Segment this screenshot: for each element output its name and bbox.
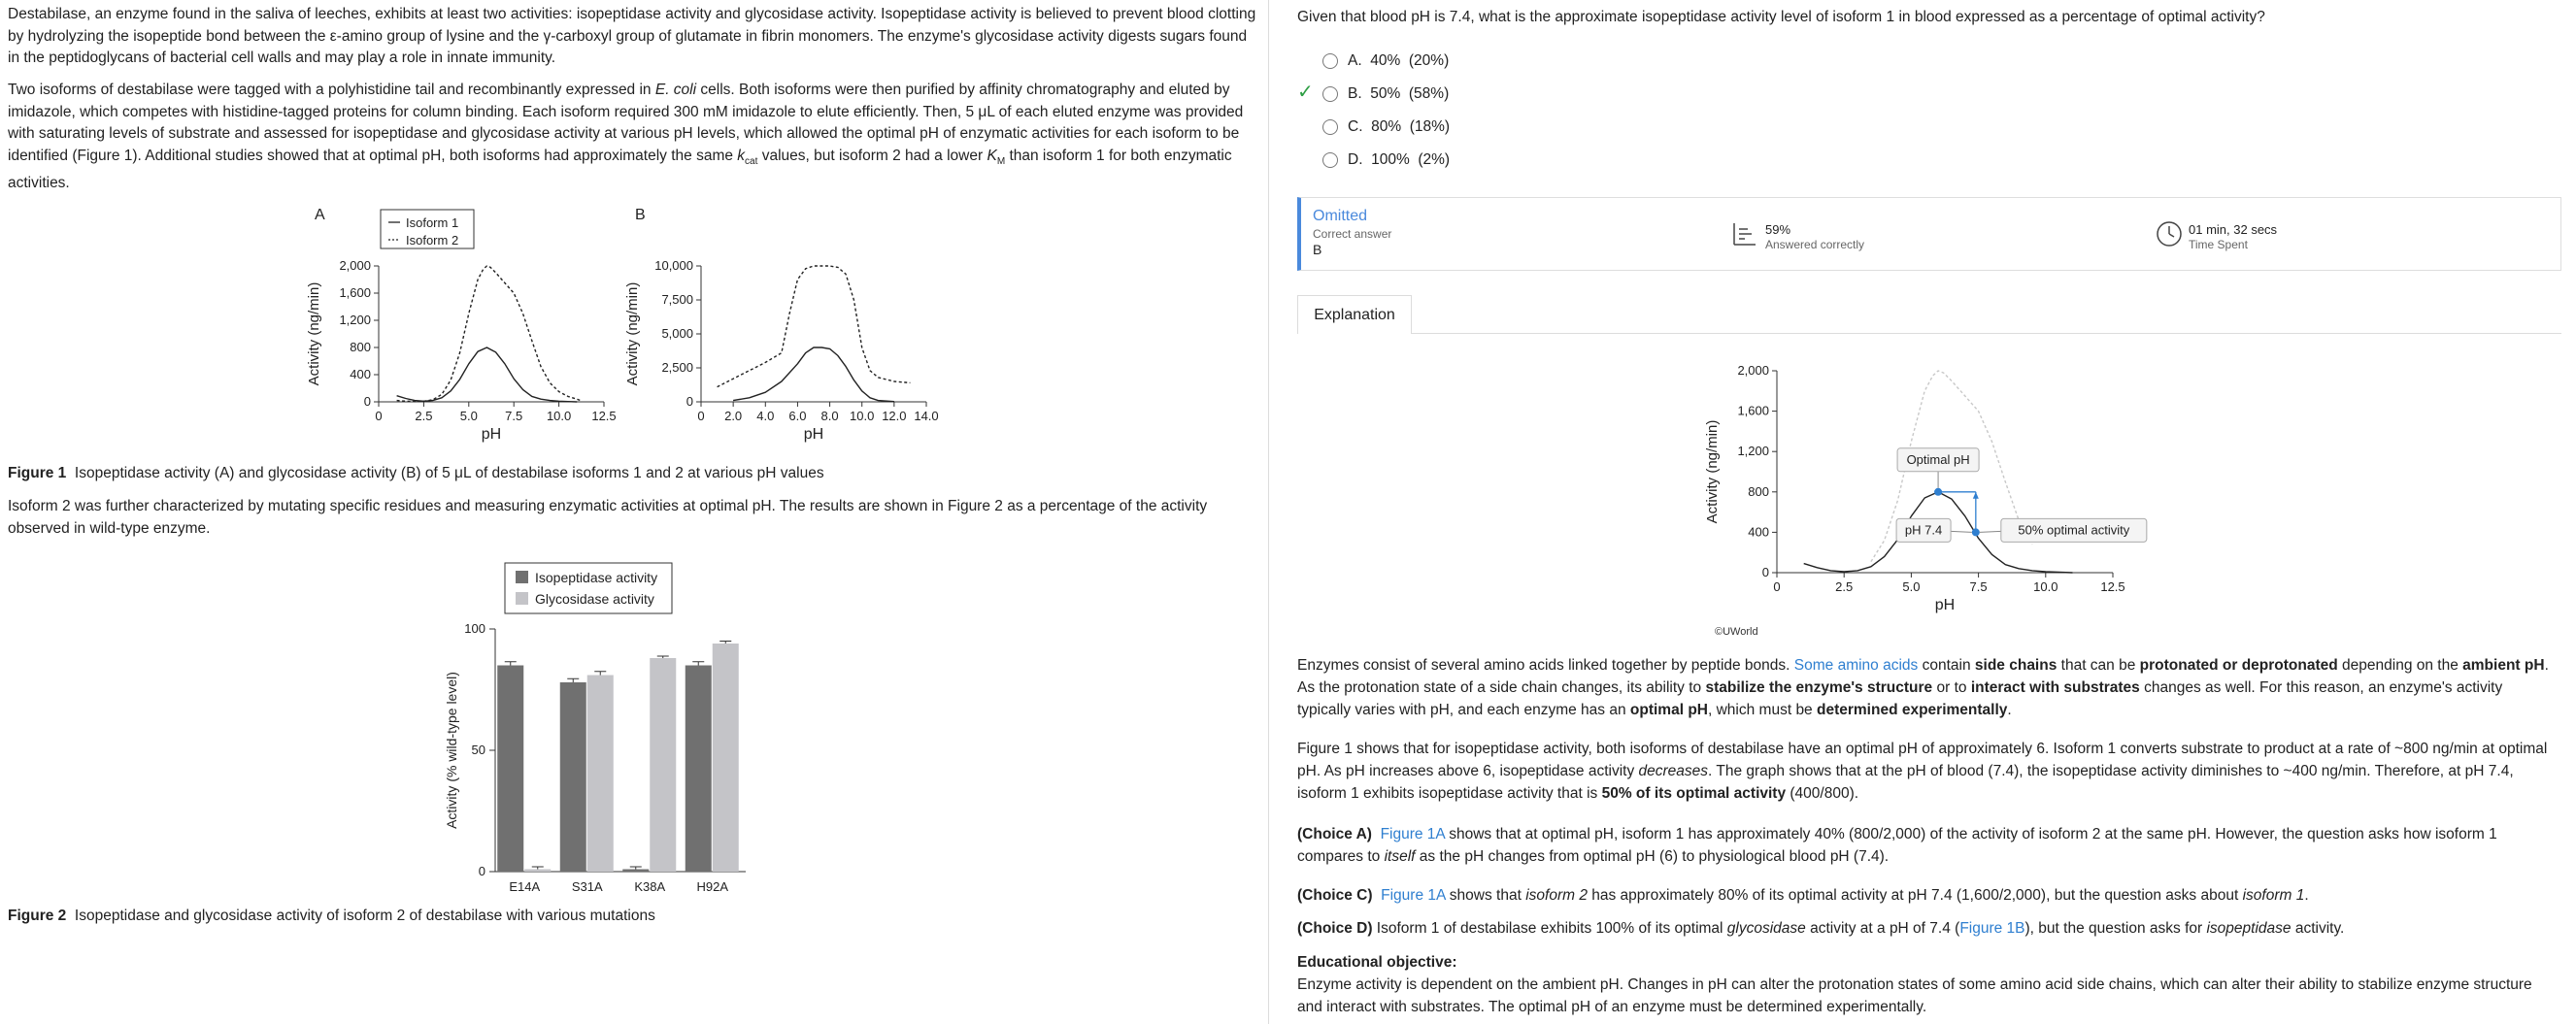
- y-tick-label: 2,500: [661, 360, 693, 375]
- arrow-up-icon: [1973, 492, 1979, 499]
- time-value: 01 min, 32 secs: [2189, 222, 2278, 237]
- x-tick-label: 6.0: [788, 409, 807, 423]
- answer-choice-a[interactable]: [1322, 50, 1449, 73]
- annotation-leader: [1980, 531, 2001, 532]
- x-tick-label: 10.0: [546, 409, 572, 423]
- figure-1a-chart: [291, 202, 621, 454]
- passage-paragraph-1: Destabilase, an enzyme found in the saliva of leeches, exhibits at least two activities: isopeptidase activity and glycosidase activity. Isopeptidase activity is believed to prevent blood clotting by hydrolyzing the isopeptide bond between the ε-amino group of lysine and the γ-carboxyl group of glutamate in fibrin monomers. The enzyme's glycosidase activity digests sugars found in the peptidoglycans of bacterial cell walls and may play a role in innate immunity.: [8, 6, 1256, 66]
- x-axis-label: pH: [481, 426, 502, 443]
- x-tick-label: 12.5: [2100, 579, 2125, 594]
- x-tick-label: 2.5: [1835, 579, 1854, 594]
- panel-label-a: A: [315, 207, 325, 223]
- x-tick-label: E14A: [509, 879, 541, 894]
- question-pane: [1282, 0, 2568, 1024]
- correct-answer-label: Correct answer: [1313, 227, 1392, 241]
- educational-objective-title: Educational objective:: [1297, 954, 1457, 971]
- explanation-paragraph-1: Enzymes consist of several amino acids linked together by peptide bonds. Some amino acids contain side chains that can be protonated or deprotonated depending on the ambient pH. As the protonation state of a side chain changes, its ability to stabilize the enzyme's structure or to interact with substrates changes as well. For this reason, an enzyme's activity typically varies with pH, and each enzyme has an optimal pH, which must be determined experimentally.: [1297, 657, 2549, 718]
- radio-button-d[interactable]: [1322, 152, 1338, 168]
- y-tick-label: 0: [363, 394, 371, 409]
- radio-button-a[interactable]: [1322, 53, 1338, 69]
- bar-h92a-0: [686, 666, 712, 873]
- figure-1b-link[interactable]: Figure 1B: [1959, 920, 2025, 937]
- y-tick-label: 0: [1761, 565, 1769, 579]
- y-tick-label: 800: [1748, 483, 1769, 499]
- explanation-choice-d: (Choice D) Isoform 1 of destabilase exhibits 100% of its optimal glycosidase activity at a pH of 7.4 (Figure 1B), but the question asks for isopeptidase activity.: [1297, 920, 2345, 937]
- passage-paragraph-2: Two isoforms of destabilase were tagged with a polyhistidine tail and recombinantly expressed in E. coli cells. Both isoforms were then purified by affinity chromatography and eluted by imidazole, which competes with histidine-tagged proteins for column binding. Each isoform required 300 mM imidazole to elute efficiently. Then, 5 μL of each eluted enzyme was provided with saturating levels of substrate and assessed for isopeptidase and glycosidase activity at various pH levels, which allowed the optimal pH of enzymatic activities for each isoform to be identified (Figure 1). Additional studies showed that at optimal pH, both isoforms had approximately the same $k_{cat}$ values, but isoform 2 had a lower $K_M$ than isoform 1 for both enzymatic activities.: [8, 82, 1244, 192]
- y-axis-label: Activity (ng/min): [624, 281, 641, 386]
- tab-underline: [1412, 333, 2561, 334]
- x-tick-label: 5.0: [459, 409, 478, 423]
- y-tick-label: 800: [350, 340, 371, 354]
- explanation-choice-a: (Choice A) Figure 1A shows that at optimal pH, isoform 1 has approximately 40% (800/2,000) of the activity of isoform 2 at the same pH. However, the question asks how isoform 1 compares to itself as the pH changes from optimal pH (6) to physiological blood pH (7.4).: [1297, 826, 2497, 865]
- ph-7-4-point-marker: [1972, 528, 1980, 536]
- x-tick-label: S31A: [571, 879, 603, 894]
- panel-label-b: B: [635, 207, 646, 223]
- annotation-leader: [1951, 531, 1972, 532]
- x-tick-label: 7.5: [505, 409, 523, 423]
- x-tick-label: 5.0: [1902, 579, 1921, 594]
- bar-e14a-1: [524, 870, 551, 873]
- y-tick-label: 1,200: [339, 313, 371, 327]
- bar-chart-icon: [1731, 220, 1756, 248]
- bar-e14a-0: [497, 666, 523, 873]
- legend-label-isoform-2: Isoform 2: [406, 233, 459, 248]
- annotation-label: pH 7.4: [1904, 522, 1943, 538]
- series-line-isoform-2: [397, 266, 581, 402]
- x-tick-label: 10.0: [2033, 579, 2058, 594]
- answer-choice-label: D. 100% (2%): [1348, 151, 1451, 168]
- educational-objective-text: Enzyme activity is dependent on the ambient pH. Changes in pH can alter the protonation states of some amino acid side chains, which can alter their ability to stabilize enzyme structure and interact with substrates. The optimal pH of an enzyme must be determined experimentally.: [1297, 976, 2532, 1015]
- passage-pane: [0, 0, 1267, 1024]
- y-tick-label: 400: [1748, 524, 1769, 540]
- y-tick-label: 0: [686, 394, 693, 409]
- answer-stats-bar: [1297, 197, 2561, 271]
- x-axis-label: pH: [1934, 597, 1956, 613]
- y-tick-label: 2,000: [1737, 363, 1769, 378]
- y-tick-label: 10,000: [654, 258, 693, 273]
- x-tick-label: 0: [1773, 579, 1781, 594]
- x-tick-label: 14.0: [914, 409, 939, 423]
- legend-swatch-0: [516, 571, 528, 583]
- question-stem: Given that blood pH is 7.4, what is the approximate isopeptidase activity level of isoform 1 in blood expressed as a percentage of optimal activity?: [1297, 9, 2265, 25]
- answer-choice-label: B. 50% (58%): [1348, 85, 1450, 102]
- y-tick-label: 5,000: [661, 326, 693, 341]
- radio-button-c[interactable]: [1322, 119, 1338, 135]
- legend-swatch-1: [516, 592, 528, 605]
- series-line-isoform-2: [718, 266, 911, 387]
- y-axis-label: Activity (ng/min): [306, 281, 322, 386]
- passage-paragraph-3: Isoform 2 was further characterized by mutating specific residues and measuring enzymatic activities at optimal pH. The results are shown in Figure 2 as a percentage of the activity observed in wild-type enzyme.: [8, 498, 1208, 537]
- legend-label-isoform-1: Isoform 1: [406, 215, 459, 230]
- tab-explanation[interactable]: Explanation: [1297, 295, 1412, 334]
- clock-icon: [2156, 220, 2183, 248]
- bar-s31a-1: [587, 676, 614, 873]
- explanation-choice-c: (Choice C) Figure 1A shows that isoform 2 has approximately 80% of its optimal activity at pH 7.4 (1,600/2,000), but the question asks about isoform 1.: [1297, 887, 2309, 904]
- x-tick-label: 10.0: [850, 409, 875, 423]
- series-line-isoform-1: [397, 347, 578, 402]
- x-tick-label: 7.5: [1969, 579, 1988, 594]
- x-tick-label: 8.0: [820, 409, 839, 423]
- radio-button-b[interactable]: [1322, 86, 1338, 102]
- time-label: Time Spent: [2189, 238, 2248, 251]
- y-tick-label: 0: [478, 864, 485, 878]
- figure-1a-link[interactable]: Figure 1A: [1380, 826, 1445, 842]
- bar-h92a-1: [713, 644, 739, 872]
- y-tick-label: 50: [471, 743, 485, 757]
- x-tick-label: K38A: [634, 879, 666, 894]
- correct-answer-value: B: [1313, 242, 1322, 257]
- bar-k38a-1: [650, 658, 676, 872]
- optimal-point-marker: [1934, 488, 1942, 496]
- copyright-text: ©UWorld: [1715, 626, 1758, 638]
- y-tick-label: 2,000: [339, 258, 371, 273]
- y-tick-label: 400: [350, 367, 371, 381]
- annotation-label: Optimal pH: [1906, 451, 1970, 467]
- answer-choice-d[interactable]: [1322, 149, 1450, 172]
- y-tick-label: 1,600: [1737, 403, 1769, 418]
- some-amino-acids-link[interactable]: Some amino acids: [1793, 657, 1919, 674]
- x-tick-label: 12.5: [591, 409, 617, 423]
- figure-2-legend: [505, 563, 672, 613]
- correct-check-icon: ✓: [1297, 82, 1314, 103]
- annotation-label: 50% optimal activity: [2018, 522, 2130, 538]
- x-tick-label: 0: [375, 409, 383, 423]
- series-line-isoform-1: [733, 347, 894, 402]
- answer-choice-c[interactable]: [1322, 116, 1450, 139]
- figure-2-caption: Figure 2 Isopeptidase and glycosidase activity of isoform 2 of destabilase with various mutations: [8, 908, 655, 924]
- figure-2-chart: [427, 553, 835, 898]
- y-tick-label: 7,500: [661, 292, 693, 307]
- x-tick-label: H92A: [696, 879, 729, 894]
- figure-1-caption: Figure 1 Isopeptidase activity (A) and glycosidase activity (B) of 5 μL of destabilase isoforms 1 and 2 at various pH values: [8, 465, 824, 481]
- y-tick-label: 100: [464, 621, 485, 636]
- y-axis-label: Activity (ng/min): [1704, 419, 1721, 524]
- x-tick-label: 0: [697, 409, 705, 423]
- bar-s31a-0: [560, 682, 586, 872]
- y-tick-label: 1,600: [339, 285, 371, 300]
- x-tick-label: 12.0: [882, 409, 907, 423]
- bar-k38a-0: [622, 870, 649, 873]
- answer-choice-b[interactable]: [1322, 83, 1449, 106]
- x-axis-label: pH: [803, 426, 824, 443]
- percent-value: 59%: [1765, 222, 1791, 237]
- figure-1a-link[interactable]: Figure 1A: [1381, 887, 1446, 904]
- figure-1-legend: [381, 210, 474, 248]
- legend-label-glycosidase-activity: Glycosidase activity: [535, 591, 654, 607]
- percent-label: Answered correctly: [1765, 238, 1865, 251]
- figure-1b-chart: [612, 202, 942, 454]
- explanation-chart: [1699, 349, 2185, 626]
- y-axis-label: Activity (% wild-type level): [444, 672, 459, 829]
- legend-label-isopeptidase-activity: Isopeptidase activity: [535, 570, 658, 585]
- answer-status: [1313, 198, 1391, 270]
- x-tick-label: 4.0: [756, 409, 775, 423]
- answer-choice-label: C. 80% (18%): [1348, 118, 1451, 135]
- omitted-status: Omitted: [1313, 208, 1368, 224]
- explanation-paragraph-2: Figure 1 shows that for isopeptidase activity, both isoforms of destabilase have an optimal pH of approximately 6. Isoform 1 converts substrate to product at a rate of ~800 ng/min at optimal pH. As pH increases above 6, isopeptidase activity decreases. The graph shows that at the pH of blood (7.4), the isopeptidase activity diminishes to ~400 ng/min. Therefore, at pH 7.4, isoform 1 exhibits isopeptidase activity that is 50% of its optimal activity (400/800).: [1297, 741, 2548, 802]
- y-tick-label: 1,200: [1737, 444, 1769, 459]
- pane-divider: [1268, 0, 1269, 1024]
- answer-choice-label: A. 40% (20%): [1348, 52, 1450, 69]
- x-tick-label: 2.5: [415, 409, 433, 423]
- x-tick-label: 2.0: [724, 409, 743, 423]
